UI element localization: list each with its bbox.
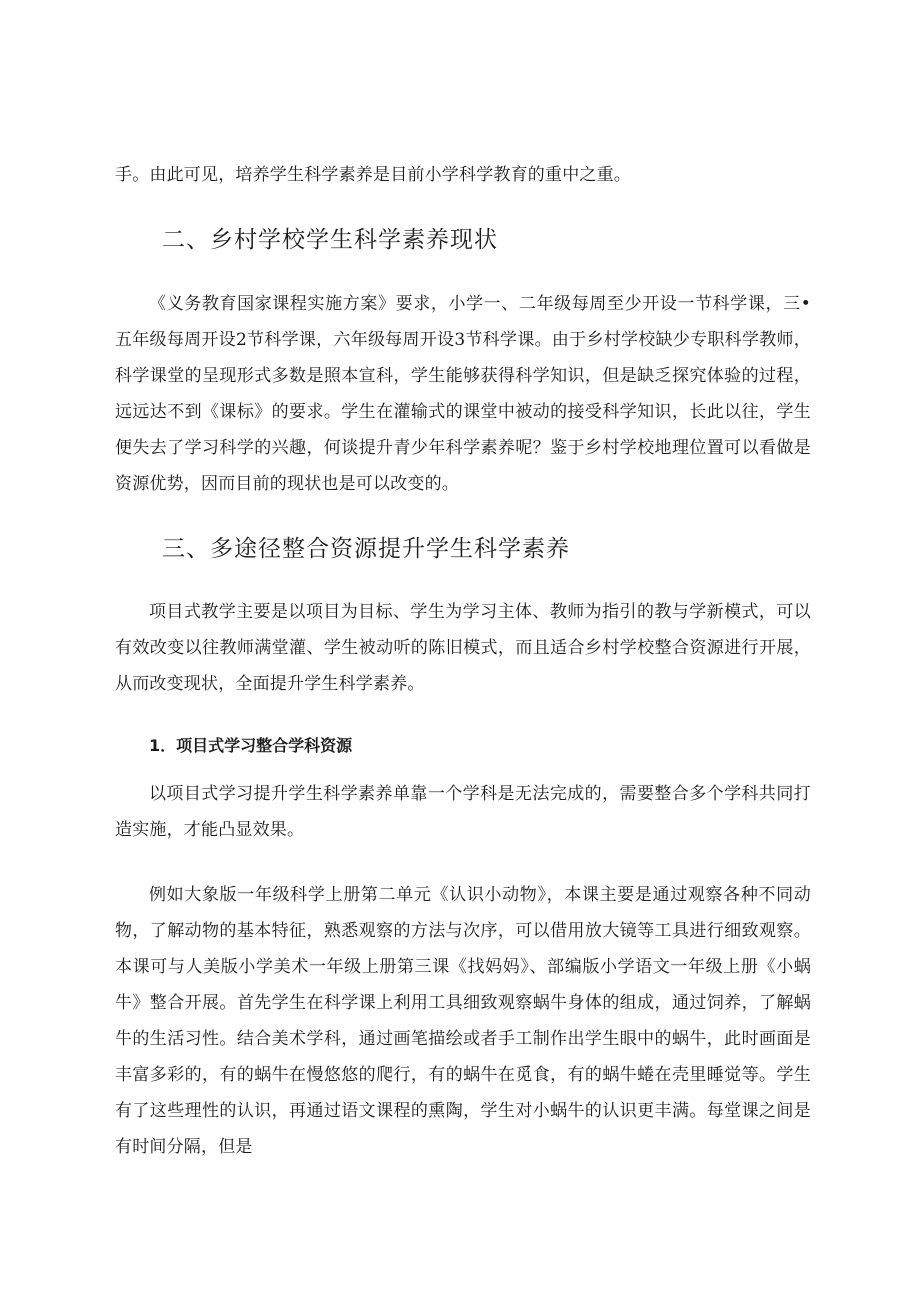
paragraph-text: 以项目式学习提升学生科学素养单靠一个学科是无法完成的，需要整合多个学科共同打造实施，才能凸显效果。 — [115, 784, 811, 840]
subject-paragraph — [115, 776, 811, 848]
project-paragraph — [115, 594, 811, 702]
intro-paragraph-end — [115, 157, 811, 193]
paragraph-text: 《义务教育国家课程实施方案》要求，小学一、二年级每周至少开设一节科学课，三•五年级每周开设2节科学课，六年级每周开设3节科学课。由于乡村学校缺少专职科学教师，科学课堂的呈现形式多数是照本宣科，学生能够获得科学知识，但是缺乏探究体验的过程，远远达不到《课标》的要求。学生在灌输式的课堂中被动的接受科学知识，长此以往，学生便失去了学习科学的兴趣，何谈提升青少年科学素养呢？鉴于乡村学校地理位置可以看做是资源优势，因而目前的现状也是可以改变的。 — [115, 294, 811, 494]
subsection-heading-1: 1．项目式学习整合学科资源 — [149, 736, 353, 755]
section-heading-2: 二、乡村学校学生科学素养现状 — [162, 227, 498, 253]
status-paragraph — [115, 286, 811, 502]
example-paragraph — [115, 877, 811, 1165]
paragraph-text: 项目式教学主要是以项目为目标、学生为学习主体、教师为指引的教与学新模式，可以有效改变以往教师满堂灌、学生被动听的陈旧模式，而且适合乡村学校整合资源进行开展，从而改变现状，全面提升学生科学素养。 — [115, 602, 811, 694]
section-heading-3: 三、多途径整合资源提升学生科学素养 — [162, 536, 570, 562]
paragraph-text: 例如大象版一年级科学上册第二单元《认识小动物》，本课主要是通过观察各种不同动物，了解动物的基本特征，熟悉观察的方法与次序，可以借用放大镜等工具进行细致观察。本课可与人美版小学美术一年级上册第三课《找妈妈》、部编版小学语文一年级上册《小蜗牛》整合开展。首先学生在科学课上利用工具细致观察蜗牛身体的组成，通过饲养，了解蜗牛的生活习性。结合美术学科，通过画笔描绘或者手工制作出学生眼中的蜗牛，此时画面是丰富多彩的，有的蜗牛在慢悠悠的爬行，有的蜗牛在觅食，有的蜗牛蜷在壳里睡觉等。学生有了这些理性的认识，再通过语文课程的熏陶，学生对小蜗牛的认识更丰满。每堂课之间是有时间分隔，但是 — [115, 885, 811, 1157]
paragraph-text: 手。由此可见，培养学生科学素养是目前小学科学教育的重中之重。 — [115, 165, 631, 185]
